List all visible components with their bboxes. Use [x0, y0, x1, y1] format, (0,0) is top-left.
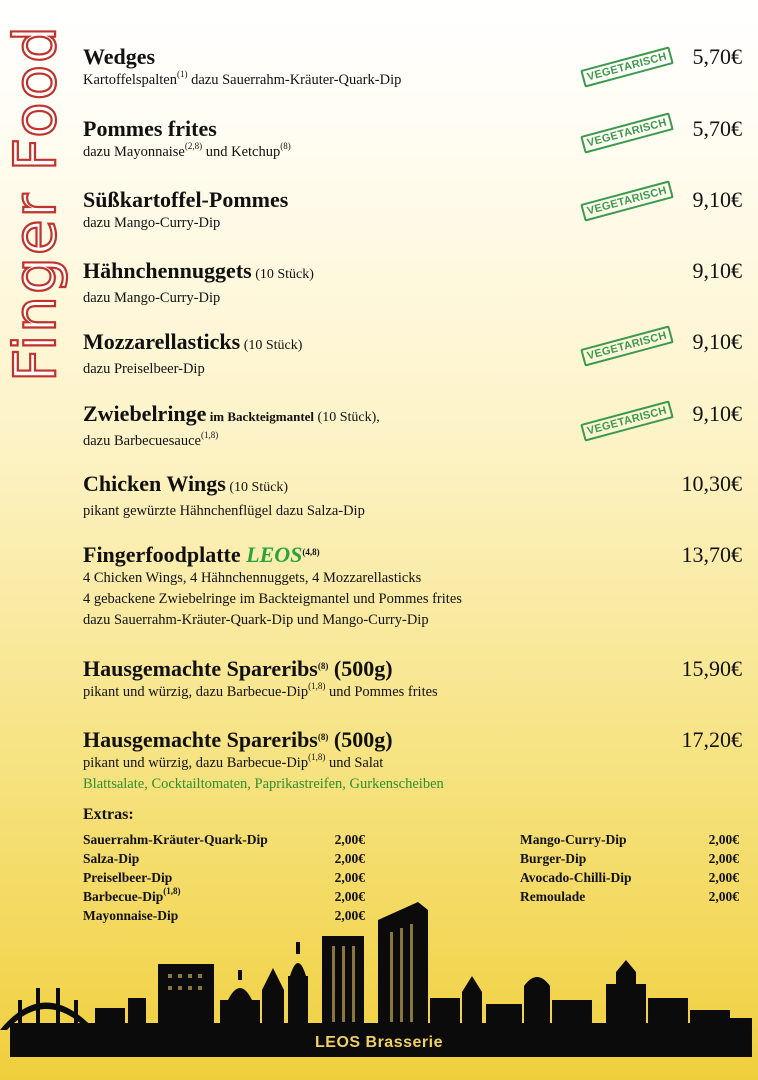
item-name: Zwiebelringe im Backteigmantel (10 Stück), [83, 401, 380, 426]
item-description-line: dazu Sauerrahm-Kräuter-Quark-Dip und Mango-Curry-Dip [83, 612, 429, 628]
item-description: pikant und würzig, dazu Barbecue-Dip$^{(1,8)}$ und Salat [83, 752, 384, 771]
item-price: 15,90€ [681, 656, 742, 681]
extra-item: Preiselbeer-Dip 2,00€ [83, 870, 365, 885]
item-name: Süßkartoffel-Pommes [83, 187, 289, 212]
item-price: 9,10€ [692, 187, 742, 212]
menu-item-spareribs-pommes [83, 656, 743, 703]
vegetarian-stamp: VEGETARISCH [580, 325, 674, 366]
item-price: 5,70€ [692, 116, 742, 141]
item-price: 13,70€ [681, 542, 742, 567]
item-name: Hähnchennuggets (10 Stück) [83, 258, 314, 283]
menu-item-chicken-wings [83, 471, 743, 522]
item-description: dazu Barbecuesauce$^{(1,8)}$ [83, 430, 219, 449]
item-description-salad: Blattsalate, Cocktailtomaten, Paprikastreifen, Gurkenscheiben [83, 776, 444, 792]
item-description: pikant gewürzte Hähnchenflügel dazu Salza-Dip [83, 503, 365, 519]
item-description: pikant und würzig, dazu Barbecue-Dip$^{(1,8)}$ und Pommes frites [83, 681, 438, 700]
item-name: Chicken Wings (10 Stück) [83, 471, 289, 496]
item-name: Fingerfoodplatte LEOS$^{(4,8)}$ [83, 542, 320, 567]
extra-item: Mayonnaise-Dip 2,00€ [83, 908, 365, 923]
section-title-finger-food: Finger Food [1, 24, 69, 382]
item-name: Pommes frites [83, 116, 217, 141]
item-name: Hausgemachte Spareribs$^{(8)}$ (500g) [83, 656, 393, 681]
extras-section [83, 806, 743, 923]
vegetarian-stamp: VEGETARISCH [580, 112, 674, 153]
extra-item: Burger-Dip 2,00€ [520, 851, 739, 866]
item-name: Mozzarellasticks (10 Stück) [83, 329, 303, 354]
item-price: 10,30€ [681, 471, 742, 496]
item-description: dazu Preiselbeer-Dip [83, 361, 205, 377]
extra-item: Avocado-Chilli-Dip 2,00€ [520, 870, 739, 885]
vegetarian-stamp: VEGETARISCH [580, 46, 674, 87]
vegetarian-stamp: VEGETARISCH [580, 400, 674, 441]
item-description: dazu Mango-Curry-Dip [83, 215, 221, 231]
menu-item-spareribs-salat [83, 727, 743, 795]
item-name: Hausgemachte Spareribs$^{(8)}$ (500g) [83, 727, 393, 752]
item-price: 9,10€ [692, 329, 742, 354]
vegetarian-stamp: VEGETARISCH [580, 180, 674, 221]
item-price: 9,10€ [692, 258, 742, 283]
extra-item: Mango-Curry-Dip 2,00€ [520, 832, 739, 847]
item-price: 5,70€ [692, 44, 742, 69]
item-description: Kartoffelspalten$^{(1)}$ dazu Sauerrahm-Kräuter-Quark-Dip [83, 69, 402, 88]
item-name: Wedges [83, 44, 156, 69]
menu-item-haehnchennuggets [83, 258, 743, 309]
item-description: dazu Mayonnaise$^{(2,8)}$ und Ketchup$^{(8)}$ [83, 141, 291, 160]
extras-title: Extras: [83, 806, 134, 823]
item-description-line: 4 gebackene Zwiebelringe im Backteigmantel und Pommes frites [83, 591, 462, 607]
extra-item: Sauerrahm-Kräuter-Quark-Dip 2,00€ [83, 832, 365, 847]
item-price: 17,20€ [681, 727, 742, 752]
menu-item-fingerfoodplatte [83, 542, 743, 631]
extra-item: Barbecue-Dip$^{(1,8)}$ 2,00€ [83, 886, 365, 904]
item-description: dazu Mango-Curry-Dip [83, 290, 221, 306]
brand-name: LEOS Brasserie [315, 1034, 443, 1051]
item-price: 9,10€ [692, 401, 742, 426]
extra-item: Remoulade 2,00€ [520, 889, 739, 904]
extra-item: Salza-Dip 2,00€ [83, 851, 365, 866]
item-description-line: 4 Chicken Wings, 4 Hähnchennuggets, 4 Mozzarellasticks [83, 570, 422, 586]
